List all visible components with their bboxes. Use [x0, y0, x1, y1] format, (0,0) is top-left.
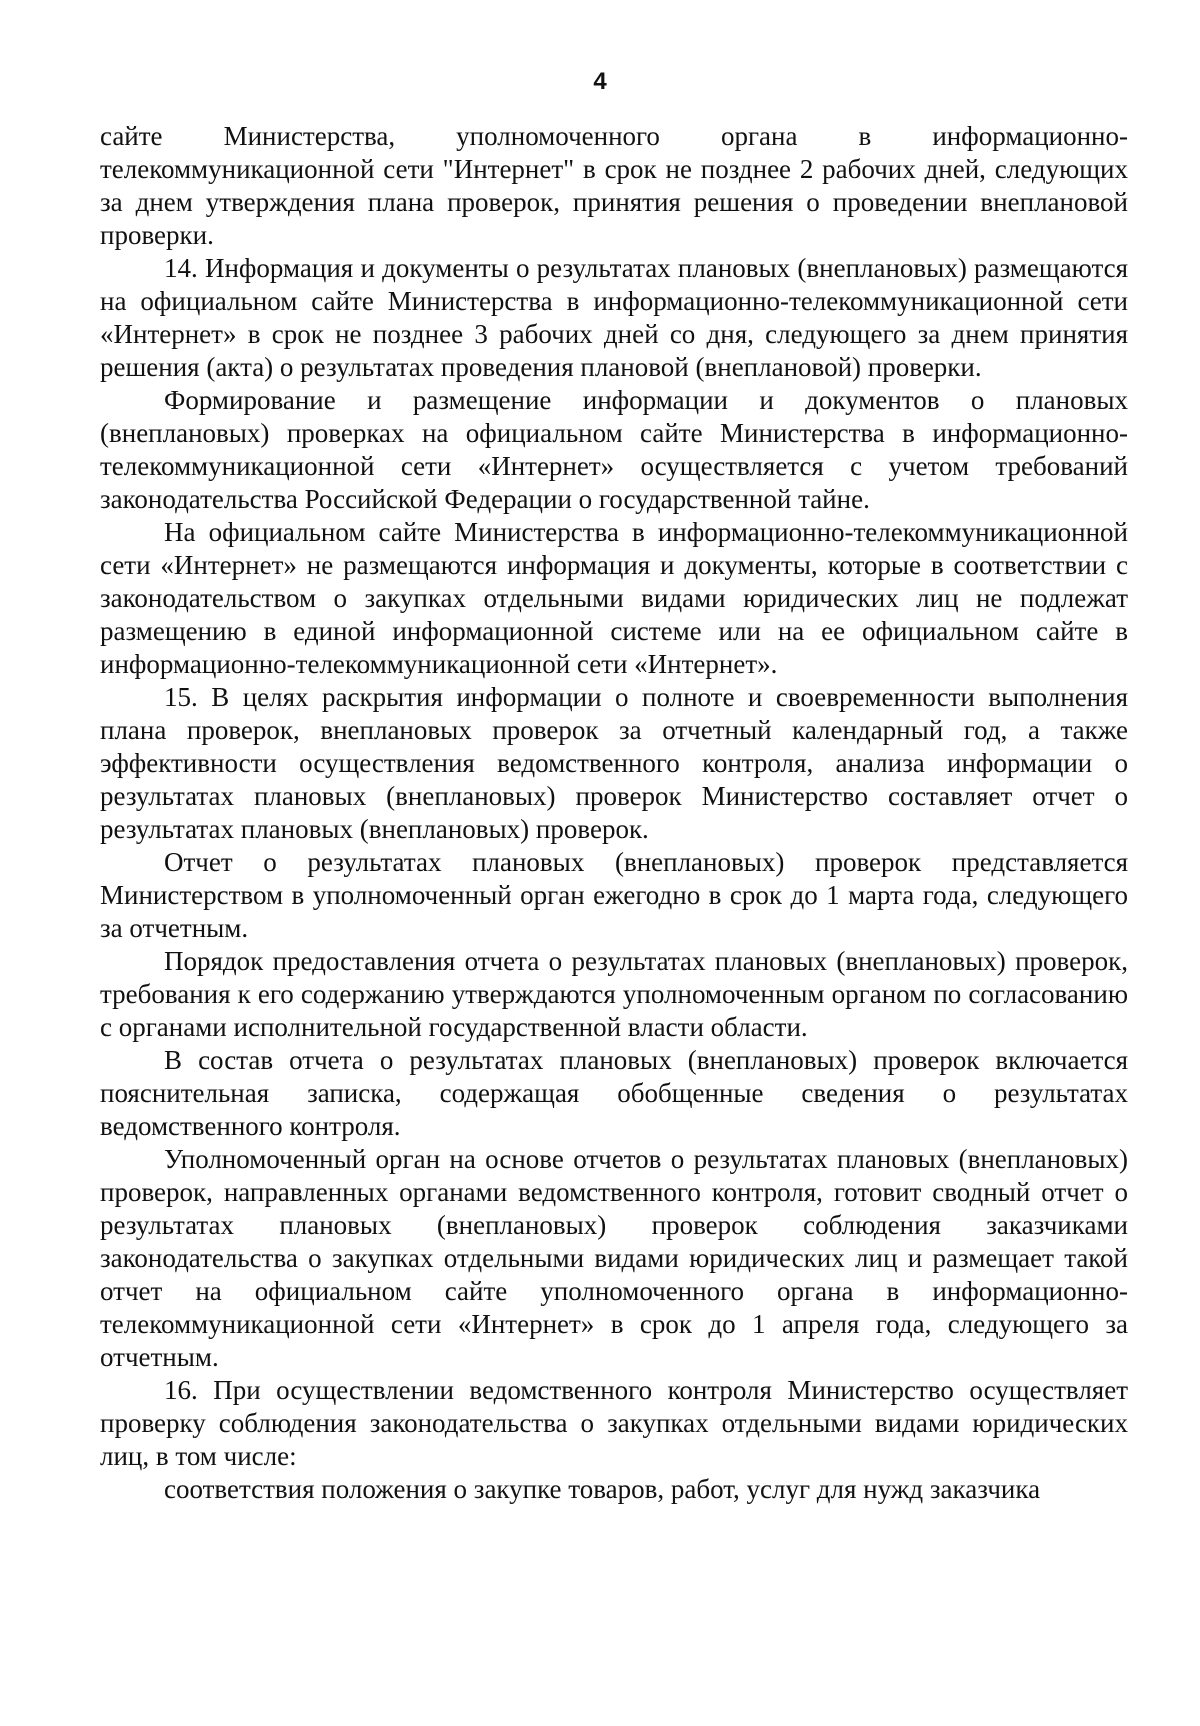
- paragraph-15-report-contents: В состав отчета о результатах плановых (внеплановых) проверок включается пояснительная записка, содержащая обобщенные сведения о результатах ведомственного контроля.: [100, 1045, 1128, 1141]
- paragraph-14-exclusions: На официальном сайте Министерства в информационно-телекоммуникационной сети «Интернет» не размещаются информация и документы, которые в соответствии с законодательством о закупках отдельными видами юридических лиц не подлежат размещению в единой информационной системе или на ее официальном сайте в информационно-телекоммуникационной сети «Интернет».: [100, 517, 1128, 679]
- paragraph-14-formation: Формирование и размещение информации и документов о плановых (внеплановых) проверках на официальном сайте Министерства в информационно-телекоммуникационной сети «Интернет» осуществляется с учетом требований законодательства Российской Федерации о государственной тайне.: [100, 385, 1128, 514]
- document-body: [100, 120, 1128, 1506]
- paragraph-16: 16. При осуществлении ведомственного контроля Министерство осуществляет проверку соблюдения законодательства о закупках отдельными видами юридических лиц, в том числе:: [100, 1375, 1128, 1471]
- paragraph-continuation: сайте Министерства, уполномоченного органа в информационно-телекоммуникационной сети "Интернет" в срок не позднее 2 рабочих дней, следующих за днем утверждения плана проверок, принятия решения о проведении внеплановой проверки.: [100, 121, 1128, 250]
- paragraph-16-item: соответствия положения о закупке товаров, работ, услуг для нужд заказчика: [164, 1474, 1041, 1504]
- paragraph-14: 14. Информация и документы о результатах плановых (внеплановых) размещаются на официальном сайте Министерства в информационно-телекоммуникационной сети «Интернет» в срок не позднее 3 рабочих дней со дня, следующего за днем принятия решения (акта) о результатах проведения плановой (внеплановой) проверки.: [100, 253, 1128, 382]
- paragraph-15: 15. В целях раскрытия информации о полноте и своевременности выполнения плана проверок, внеплановых проверок за отчетный календарный год, а также эффективности осуществления ведомственного контроля, анализа информации о результатах плановых (внеплановых) проверок Министерство составляет отчет о результатах плановых (внеплановых) проверок.: [100, 682, 1128, 844]
- paragraph-15-summary-report: Уполномоченный орган на основе отчетов о результатах плановых (внеплановых) проверок, направленных органами ведомственного контроля, готовит сводный отчет о результатах плановых (внеплановых) проверок соблюдения заказчиками законодательства о закупках отдельными видами юридических лиц и размещает такой отчет на официальном сайте уполномоченного органа в информационно-телекоммуникационной сети «Интернет» в срок до 1 апреля года, следующего за отчетным.: [100, 1144, 1128, 1372]
- paragraph-15-report-procedure: Порядок предоставления отчета о результатах плановых (внеплановых) проверок, требования к его содержанию утверждаются уполномоченным органом по согласованию с органами исполнительной государственной власти области.: [100, 946, 1128, 1042]
- page-number: 4: [593, 68, 607, 95]
- paragraph-15-report-deadline: Отчет о результатах плановых (внеплановых) проверок представляется Министерством в уполномоченный орган ежегодно в срок до 1 марта года, следующего за отчетным.: [100, 847, 1128, 943]
